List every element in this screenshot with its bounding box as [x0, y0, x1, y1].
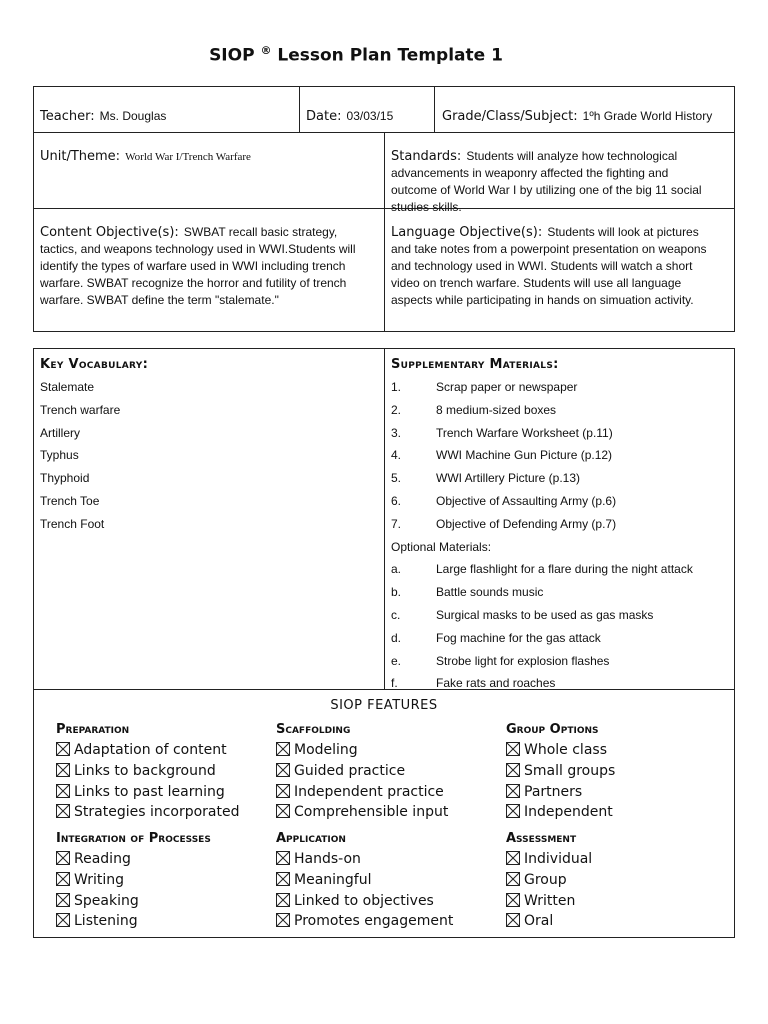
feature-group-heading: Preparation [56, 722, 130, 737]
feature-item-label: Whole class [524, 742, 607, 758]
date-cell: Date: 03/03/15 [306, 109, 394, 124]
list-item: d. Fog machine for the gas attack [391, 630, 601, 645]
feature-item-label: Partners [524, 783, 583, 800]
checked-box-icon[interactable] [506, 763, 520, 777]
checked-box-icon[interactable] [276, 742, 290, 756]
optional-materials-label: Optional Materials: [391, 539, 492, 554]
list-item: Typhus [40, 448, 79, 463]
feature-item-label: Independent [524, 804, 613, 821]
feature-item [56, 802, 240, 823]
list-item: Stalemate [40, 380, 95, 394]
checked-box-icon[interactable] [506, 893, 520, 907]
feature-item [276, 891, 453, 912]
list-item: Trench warfare [40, 402, 121, 417]
feature-group-heading: Assessment [506, 831, 577, 846]
feature-group-preparation [56, 720, 240, 823]
list-item: 5. WWI Artillery Picture (p.13) [391, 471, 581, 486]
feature-item [276, 802, 448, 823]
content-objectives-cell: Content Objective(s): SWBAT recall basic strategy, tactics, and weapons technology used in WWI.Students will identify the types of warfare used in WWI including trench warfare. SWBAT recognize the horror and futility of trench warfare. SWBAT define the term "stalemate." [40, 225, 356, 307]
feature-group-assessment [506, 829, 592, 932]
feature-item-label: Modeling [294, 742, 358, 758]
list-item: a. Large flashlight for a flare during the night attack [391, 562, 693, 577]
feature-item-label: Group [524, 871, 567, 888]
teacher-cell: Teacher: Ms. Douglas [40, 109, 167, 124]
feature-item-label: Listening [74, 913, 138, 930]
list-item: Trench Foot [40, 516, 105, 531]
list-item: 7. Objective of Defending Army (p.7) [391, 516, 617, 531]
feature-item [56, 761, 240, 782]
feature-group-heading: Integration of Processes [56, 831, 211, 846]
checked-box-icon[interactable] [276, 913, 290, 927]
standards-cell: Standards: Students will analyze how technological advancements in weaponry affected the fighting and outcome of World War I by utilizing one of the big 11 social studies skills. [391, 149, 702, 214]
checked-box-icon[interactable] [506, 851, 520, 865]
feature-item-label: Links to past learning [74, 783, 225, 800]
list-item: 4. WWI Machine Gun Picture (p.12) [391, 448, 613, 463]
feature-item-label: Individual [524, 851, 593, 867]
checked-box-icon[interactable] [56, 742, 70, 756]
feature-group-heading: Scaffolding [276, 722, 351, 737]
page-title: SIOP ® Lesson Plan Template 1 [209, 44, 503, 66]
feature-item [506, 870, 592, 891]
lesson-info-table [33, 86, 735, 332]
feature-item-label: Reading [74, 851, 131, 867]
list-item: f. Fake rats and roaches [391, 676, 556, 691]
list-item: 1. Scrap paper or newspaper [391, 380, 578, 394]
materials-list [391, 376, 731, 695]
checked-box-icon[interactable] [56, 893, 70, 907]
feature-item [276, 870, 453, 891]
list-item: 3. Trench Warfare Worksheet (p.11) [391, 425, 613, 440]
checked-box-icon[interactable] [56, 872, 70, 886]
list-item: Trench Toe [40, 493, 100, 508]
feature-group-heading: Group Options [506, 722, 599, 737]
list-item: e. Strobe light for explosion flashes [391, 653, 610, 668]
materials-heading: Supplementary Materials: [391, 357, 559, 372]
registered-mark: ® [260, 44, 272, 57]
vocabulary-heading: Key Vocabulary: [40, 357, 149, 372]
feature-item-label: Strategies incorporated [74, 804, 240, 821]
checked-box-icon[interactable] [56, 763, 70, 777]
feature-group-group-options [506, 720, 615, 823]
feature-item [506, 740, 615, 761]
list-item: Artillery [40, 425, 81, 440]
feature-item [56, 870, 211, 891]
checked-box-icon[interactable] [506, 872, 520, 886]
feature-item-label: Small groups [524, 762, 616, 779]
feature-item-label: Oral [524, 913, 554, 930]
feature-item [56, 849, 211, 870]
feature-item [506, 782, 615, 803]
siop-features-title: SIOP FEATURES [330, 698, 438, 713]
feature-group-heading: Application [276, 831, 346, 846]
feature-item [276, 740, 448, 761]
list-item: b. Battle sounds music [391, 585, 544, 600]
list-item: c. Surgical masks to be used as gas masks [391, 607, 654, 622]
checked-box-icon[interactable] [276, 784, 290, 798]
feature-item [276, 849, 453, 870]
vocabulary-list [40, 376, 120, 536]
feature-item-label: Written [524, 892, 576, 909]
checked-box-icon[interactable] [56, 804, 70, 818]
checked-box-icon[interactable] [56, 784, 70, 798]
feature-item-label: Links to background [74, 762, 216, 779]
feature-item [506, 911, 592, 932]
feature-item-label: Comprehensible input [294, 804, 449, 821]
checked-box-icon[interactable] [56, 851, 70, 865]
feature-item-label: Adaptation of content [74, 742, 227, 758]
language-objectives-cell: Language Objective(s): Students will look at pictures and take notes from a powerpoint presentation on weapons and technology used in WWI. Students will watch a short video on trench warfare. Students will use all language aspects while participating in hands on simuation activity. [391, 225, 707, 307]
feature-item [506, 802, 615, 823]
feature-item [506, 761, 615, 782]
feature-item-label: Writing [74, 871, 124, 888]
feature-item [506, 891, 592, 912]
feature-item-label: Meaningful [294, 871, 372, 888]
feature-item [56, 911, 211, 932]
feature-item [276, 761, 448, 782]
feature-item [56, 740, 240, 761]
feature-item [56, 782, 240, 803]
checked-box-icon[interactable] [506, 804, 520, 818]
feature-item-label: Guided practice [294, 762, 406, 779]
checked-box-icon[interactable] [276, 804, 290, 818]
feature-item-label: Linked to objectives [294, 892, 434, 909]
feature-item-label: Independent practice [294, 783, 444, 800]
checked-box-icon[interactable] [276, 851, 290, 865]
checked-box-icon[interactable] [506, 913, 520, 927]
list-item: 6. Objective of Assaulting Army (p.6) [391, 493, 617, 508]
feature-item [276, 782, 448, 803]
list-item: 2. 8 medium-sized boxes [391, 402, 557, 417]
feature-group-application [276, 829, 453, 932]
checked-box-icon[interactable] [506, 784, 520, 798]
feature-item [56, 891, 211, 912]
feature-item [506, 849, 592, 870]
feature-item-label: Speaking [74, 892, 139, 909]
checked-box-icon[interactable] [276, 893, 290, 907]
unit-cell: Unit/Theme: World War I/Trench Warfare [40, 149, 251, 164]
grade-cell: Grade/Class/Subject: 1ºh Grade World History [442, 109, 713, 124]
list-item: Thyphoid [40, 471, 90, 486]
feature-item-label: Promotes engagement [294, 913, 454, 930]
checked-box-icon[interactable] [276, 763, 290, 777]
feature-item [276, 911, 453, 932]
checked-box-icon[interactable] [276, 872, 290, 886]
vocabulary-materials-table [33, 348, 735, 938]
feature-item-label: Hands-on [294, 851, 361, 867]
checked-box-icon[interactable] [56, 913, 70, 927]
checked-box-icon[interactable] [506, 742, 520, 756]
feature-group-scaffolding [276, 720, 448, 823]
feature-group-integration-of-processes [56, 829, 211, 932]
